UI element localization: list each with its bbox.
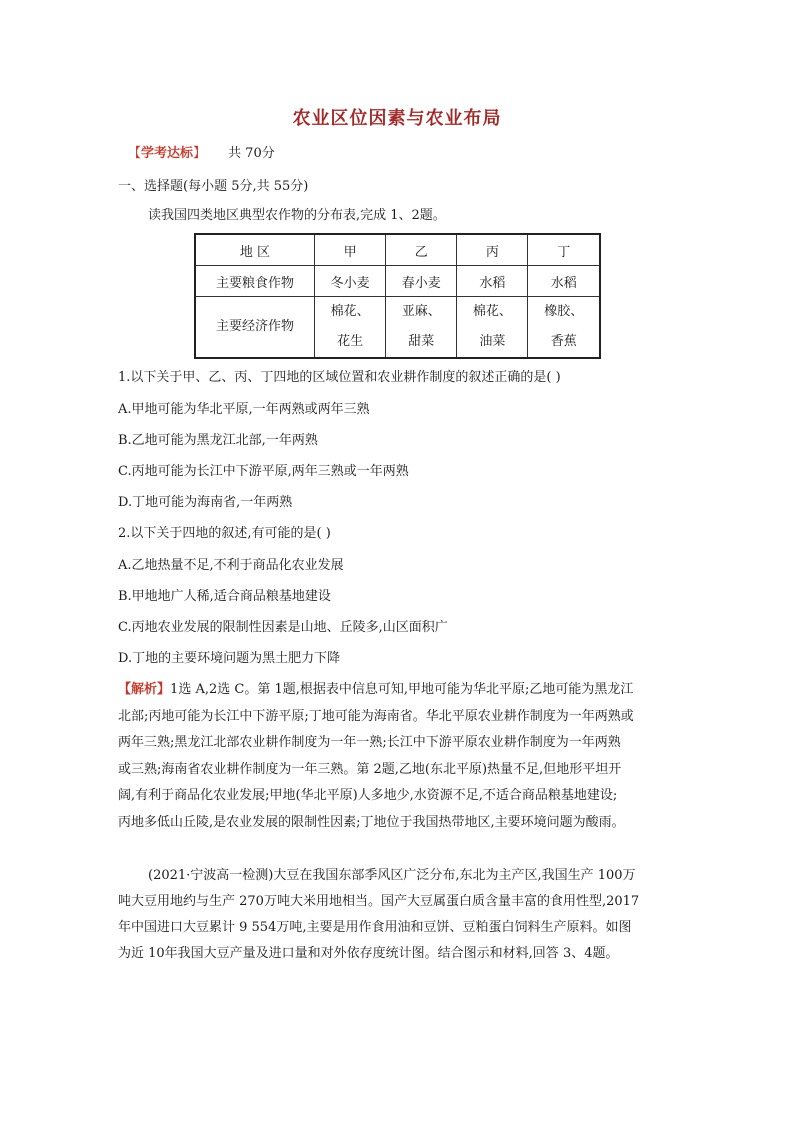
- question-2-option-b: B.甲地地广人稀,适合商品粮基地建设: [118, 589, 331, 604]
- table-cell: [528, 297, 600, 359]
- section-tag: 学考达标: [141, 146, 194, 161]
- material-line: 为近 10年我国大豆产量及进口量和对外依存度统计图。结合图示和材料,回答 3、4题。: [118, 946, 619, 961]
- table-cell: [315, 297, 386, 359]
- table-row-label: 主要经济作物: [195, 297, 315, 359]
- section-score: 共 70分: [228, 146, 275, 161]
- table-cell: 水稻: [457, 266, 528, 297]
- cell-line: 棉花、: [472, 304, 512, 319]
- table-row: [195, 266, 600, 297]
- section-header: 【学考达标】 共 70分: [128, 146, 275, 161]
- table-row-label: 主要粮食作物: [195, 266, 315, 297]
- cell-line: 亚麻、: [401, 304, 441, 319]
- analysis-line: 两年三熟;黑龙江北部农业耕作制度为一年一熟;长江中下游平原农业耕作制度为一年两熟: [118, 735, 621, 750]
- analysis-line: 或三熟;海南省农业耕作制度为一年三熟。第 2题,乙地(东北平原)热量不足,但地形平坦开: [118, 761, 622, 777]
- question-2-stem: 2.以下关于四地的叙述,有可能的是( ): [118, 526, 331, 541]
- table-row: [195, 297, 600, 359]
- question-1-option-a: A.甲地可能为华北平原,一年两熟或两年三熟: [118, 402, 370, 417]
- material-line: 年中国进口大豆累计 9 554万吨,主要是用作食用油和豆饼、豆粕蛋白饲料生产原料。如图: [118, 920, 632, 935]
- question-1-stem: 1.以下关于甲、乙、丙、丁四地的区域位置和农业耕作制度的叙述正确的是( ): [118, 370, 561, 385]
- material-line: 吨大豆用地约与生产 270万吨大米用地相当。国产大豆属蛋白质含量丰富的食用性型,2017: [118, 894, 640, 909]
- question-1-option-b: B.乙地可能为黑龙江北部,一年两熟: [118, 433, 318, 448]
- cell-line: 甜菜: [408, 334, 435, 349]
- table-cell: [386, 297, 457, 359]
- table-cell: 水稻: [528, 266, 600, 297]
- analysis-line: 北部;丙地可能为长江中下游平原;丁地可能为海南省。华北平原农业耕作制度为一年两熟或: [118, 708, 634, 724]
- table-header-row: [195, 234, 600, 266]
- table-header-cell: 乙: [386, 234, 457, 266]
- cell-line: 香蕉: [550, 334, 577, 349]
- material-block: [118, 863, 678, 967]
- question-1-option-d: D.丁地可能为海南省,一年两熟: [118, 495, 293, 510]
- part-heading: 一、选择题(每小题 5分,共 55分): [118, 179, 309, 194]
- analysis-tag: 【解析】: [118, 682, 171, 697]
- analysis-line: [118, 677, 678, 704]
- table-header-cell: 丙: [457, 234, 528, 266]
- cell-line: 棉花、: [330, 304, 370, 319]
- analysis-tag-text: 解析: [131, 682, 158, 697]
- question-intro: 读我国四类地区典型农作物的分布表,完成 1、2题。: [148, 208, 446, 223]
- table-header-cell: 丁: [528, 234, 600, 266]
- cell-line: 花生: [337, 334, 364, 349]
- table-header-cell: 甲: [315, 234, 386, 266]
- table-cell: [457, 297, 528, 359]
- material-line: (2021·宁波高一检测)大豆在我国东部季风区广泛分布,东北为主产区,我国生产 100万: [148, 868, 636, 883]
- cell-line: 橡胶、: [544, 304, 584, 319]
- question-2-option-d: D.丁地的主要环境问题为黑土肥力下降: [118, 651, 341, 666]
- table-cell: 春小麦: [386, 266, 457, 297]
- question-1-option-c: C.丙地可能为长江中下游平原,两年三熟或一年两熟: [118, 464, 409, 479]
- cell-line: 油菜: [479, 334, 506, 349]
- table-header-cell: 地 区: [195, 234, 315, 266]
- analysis-block: [118, 677, 678, 836]
- question-2-option-c: C.丙地农业发展的限制性因素是山地、丘陵多,山区面积广: [118, 620, 448, 635]
- table-cell: 冬小麦: [315, 266, 386, 297]
- analysis-line: 丙地多低山丘陵,是农业发展的限制性因素;丁地位于我国热带地区,主要环境问题为酸雨。: [118, 814, 625, 830]
- crop-distribution-table: [194, 233, 601, 359]
- page-title: 农业区位因素与农业布局: [292, 108, 502, 129]
- question-2-option-a: A.乙地热量不足,不利于商品化农业发展: [118, 558, 344, 573]
- analysis-line: 阔,有利于商品化农业发展;甲地(华北平原)人多地少,水资源不足,不适合商品粮基地建设;: [118, 788, 618, 803]
- analysis-text: 1选 A,2选 C。第 1题,根据表中信息可知,甲地可能为华北平原;乙地可能为黑龙江: [170, 682, 634, 697]
